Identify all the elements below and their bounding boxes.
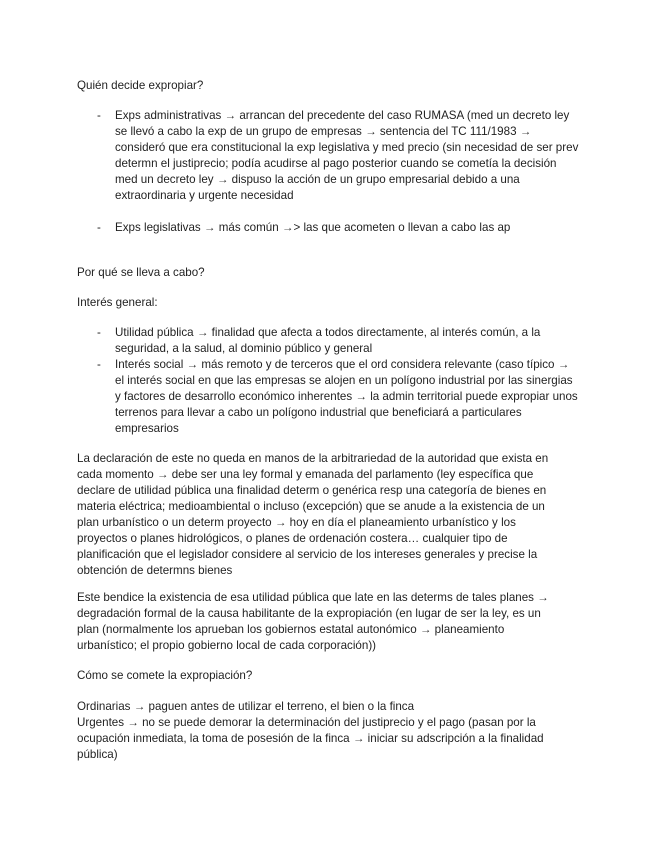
list-item-legislative [0, 220, 580, 236]
general-interest-label: Interés general: [77, 296, 158, 309]
list-item-text: Exps legislativas → más común →> las que acometen o llevan a cabo las ap [115, 221, 511, 234]
paragraph-declaration: La declaración de este no queda en manos de la arbitrariedad de la autoridad que exista en cada momento → debe ser una ley formal y emanada del parlamento (ley específica que declare de utilidad pública una finalidad determ o genérica resp una categoría de bienes en materia eléctrica; medioambiental o incluso (excepción) que se anude a la existencia de un plan urbanístico o un determ proyecto → hoy en día el planeamiento urbanístico y los proyectos o planes hidrológicos, o planes de ordenación costera… cualquier tipo de planificación que el legislador considere al servicio de los intereses generales y precise la obtención de determns bienes [77, 452, 549, 577]
question-how: Cómo se comete la expropiación? [77, 669, 253, 682]
interest-types-list [0, 325, 655, 437]
expropriation-types-list [0, 108, 655, 236]
list-item-administrative [0, 108, 580, 204]
list-item-text: Utilidad pública → finalidad que afecta a todos directamente, al interés común, a la seguridad, a la salud, al dominio público y general [115, 326, 541, 355]
procedure-types [77, 699, 562, 763]
bullet-dash: - [97, 326, 101, 339]
bullet-dash: - [97, 358, 101, 371]
list-item-text: Interés social → más remoto y de terceros que el ord considera relevante (caso típico → el interés social en que las empresas se alojen en un polígono industrial por las sinergias y factores de desarrollo económico inherentes → la admin territorial puede expropiar unos terrenos para llevar a cabo un polígono industrial que beneficiará a particulares empresarios [115, 358, 578, 435]
urgent-procedure: Urgentes → no se puede demorar la determinación del justiprecio y el pago (pasan por la ocupación inmediata, la toma de posesión de la finca → iniciar su adscripción a la finalidad pública) [77, 716, 544, 761]
question-who-expropriates: Quién decide expropiar? [77, 79, 204, 92]
list-item-public-utility [0, 325, 580, 357]
list-item-text: Exps administrativas → arrancan del precedente del caso RUMASA (med un decreto ley se llevó a cabo la exp de un grupo de empresas → sentencia del TC 111/1983 → consideró que era constitucional la exp legislativa y med precio (sin necesidad de ser prev determn el justiprecio; podía acudirse al pago posterior cuando se cometía la decisión med un decreto ley → dispuso la acción de un grupo empresarial debido a una extraordinaria y urgente necesidad [115, 109, 579, 202]
ordinary-procedure: Ordinarias → paguen antes de utilizar el terreno, el bien o la finca [77, 700, 415, 713]
bullet-dash: - [97, 109, 101, 122]
question-why: Por qué se lleva a cabo? [77, 266, 205, 279]
paragraph-blessing: Este bendice la existencia de esa utilidad pública que late en las determs de tales planes → degradación formal de la causa habilitante de la expropiación (en lugar de ser la ley, es un plan (normalmente los aprueban los gobiernos estatal autonómico → planeamiento urbanístico; el propio gobierno local de cada corporación)) [77, 591, 549, 652]
list-item-social-interest [0, 357, 580, 437]
bullet-dash: - [97, 221, 101, 234]
